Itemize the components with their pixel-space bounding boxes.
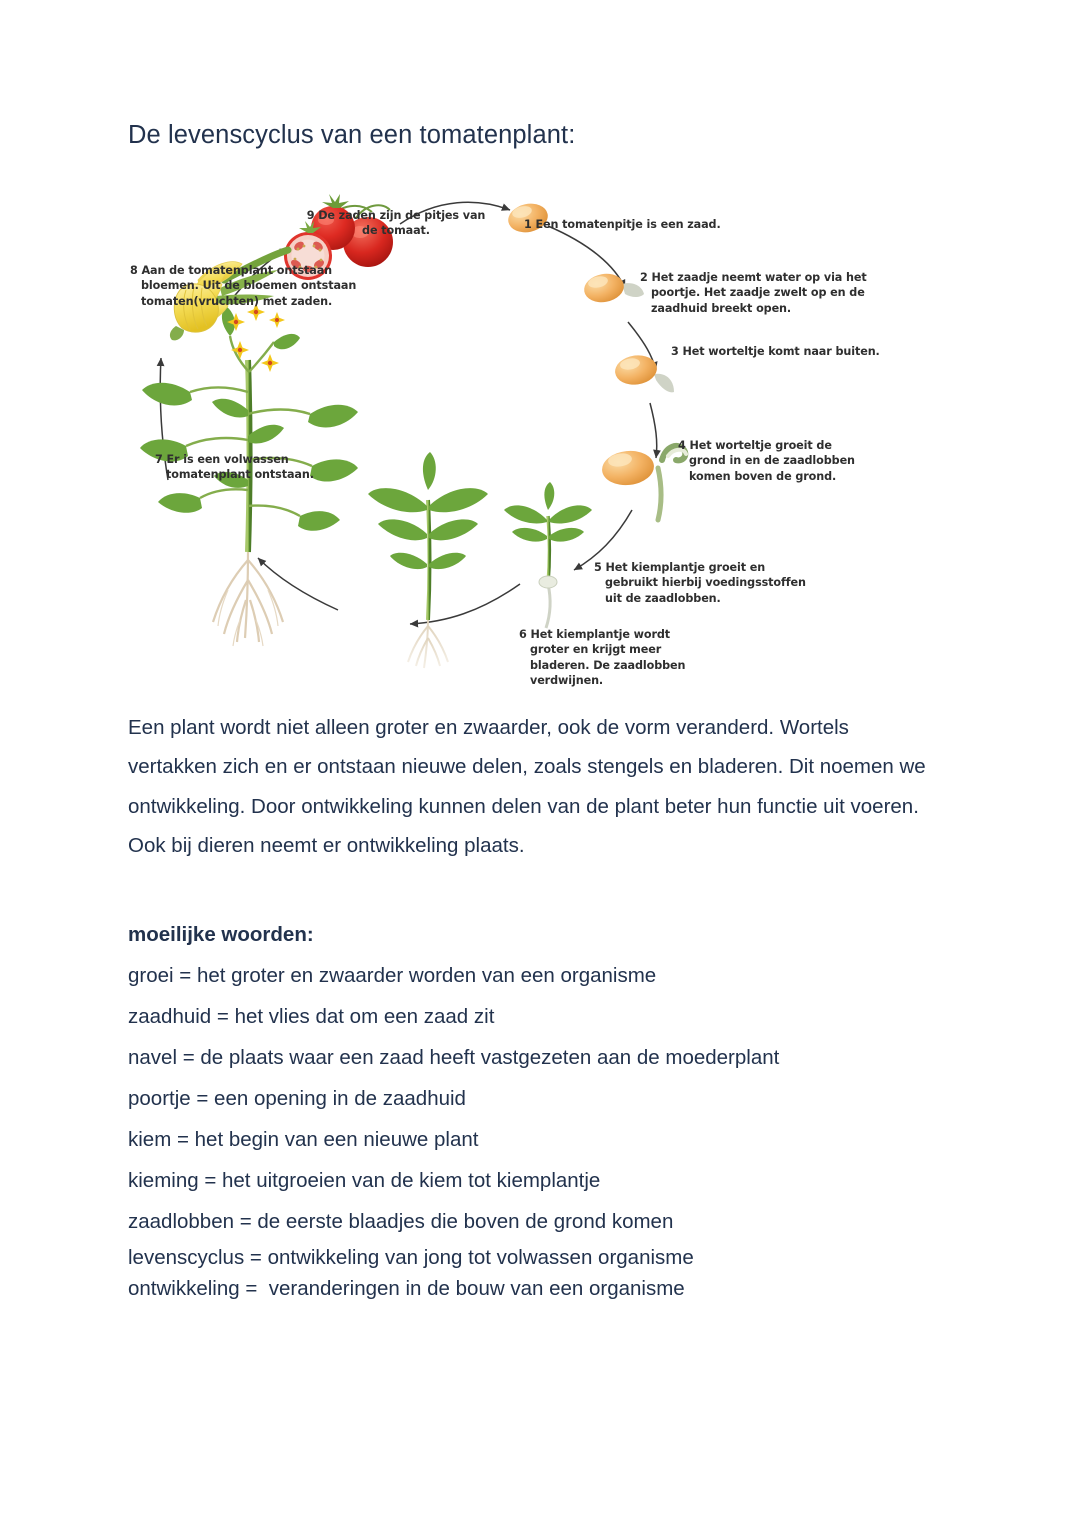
diagram-label-9: 9 De zaden zijn de pitjes van de tomaat.: [306, 208, 486, 238]
life-cycle-illustration: [128, 160, 952, 690]
glossary-item-ontwikkeling: ontwikkeling = veranderingen in de bouw van een organisme: [128, 1277, 685, 1301]
diagram-label-7: 7 Er is een volwassen tomatenplant ontstaan.: [155, 452, 314, 482]
diagram-label-3: 3 Het worteltje komt naar buiten.: [671, 344, 880, 358]
glossary-item-navel: navel = de plaats waar een zaad heeft vastgezeten aan de moederplant: [128, 1045, 780, 1069]
diagram-label-4: 4 Het worteltje groeit de grond in en de zaadlobben komen boven de grond.: [678, 438, 855, 483]
body-paragraph: Een plant wordt niet alleen groter en zwaarder, ook de vorm veranderd. Wortels vertakken zich en er ontstaan nieuwe delen, zoals stengels en bladeren. Dit noemen we ontwikkeling. Door ontwikkeling kunnen delen van de plant beter hun functie uit voeren. Ook bij dieren neemt er ontwikkeling plaats.: [128, 715, 926, 857]
glossary-heading: moeilijke woorden:: [128, 923, 314, 947]
seed-stage-2: [582, 271, 644, 306]
document-content: [128, 120, 952, 1305]
glossary-item-poortje: poortje = een opening in de zaadhuid: [128, 1086, 466, 1110]
diagram-label-1: 1 Een tomatenpitje is een zaad.: [524, 217, 721, 231]
glossary-item-kieming: kieming = het uitgroeien van de kiem tot kiemplantje: [128, 1168, 601, 1192]
seed-stage-4: [600, 446, 686, 520]
seedling-stage-5: [504, 482, 592, 628]
seed-stage-3: [613, 353, 674, 393]
glossary-item-zaadlobben: zaadlobben = de eerste blaadjes die boven de grond komen: [128, 1209, 674, 1233]
glossary-item-groei: groei = het groter en zwaarder worden van een organisme: [128, 963, 657, 987]
glossary-item-kiem: kiem = het begin van een nieuwe plant: [128, 1127, 479, 1151]
diagram-label-8: 8 Aan de tomatenplant ontstaan bloemen. Uit de bloemen ontstaan tomaten(vruchten) met zaden.: [130, 263, 357, 308]
diagram-label-5: 5 Het kiemplantje groeit en gebruikt hierbij voedingsstoffen uit de zaadlobben.: [594, 560, 806, 605]
seedling-stage-6: [368, 452, 488, 668]
glossary-item-levenscyclus: levenscyclus = ontwikkeling van jong tot volwassen organisme: [128, 1245, 694, 1269]
tomato-life-cycle-diagram: [128, 160, 952, 690]
flower-cluster: [227, 303, 285, 372]
diagram-label-6: 6 Het kiemplantje wordt groter en krijgt meer bladeren. De zaadlobben verdwijnen.: [519, 627, 686, 688]
diagram-label-2: 2 Het zaadje neemt water op via het poortje. Het zaadje zwelt op en de zaadhuid breekt open.: [640, 270, 867, 315]
glossary-item-zaadhuid: zaadhuid = het vlies dat om een zaad zit: [128, 1004, 495, 1028]
page-title: De levenscyclus van een tomatenplant:: [128, 121, 576, 149]
